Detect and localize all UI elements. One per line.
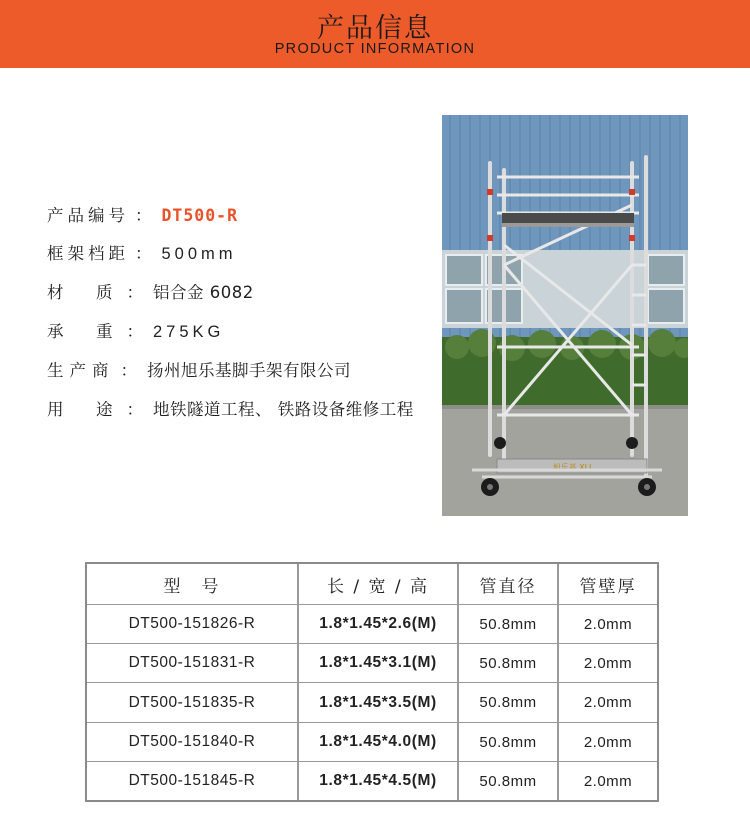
- page-title: 产品信息: [317, 13, 433, 44]
- spec-label: 材 质: [47, 283, 121, 302]
- spec-colon: ：: [126, 400, 143, 419]
- spec-row-material: [47, 281, 254, 305]
- table-header-dimensions: 长 / 宽 / 高: [299, 564, 459, 604]
- spec-label: 用 途: [47, 400, 121, 419]
- spec-row-usage: [47, 398, 414, 422]
- spec-colon: ：: [135, 244, 152, 263]
- table-header-tube-diameter: 管直径: [459, 564, 559, 604]
- table-header-model: 型 号: [87, 564, 299, 604]
- table-cell-model: DT500-151835-R: [87, 683, 299, 722]
- spec-colon: ：: [120, 361, 137, 380]
- table-cell-dimensions: 1.8*1.45*3.5(M): [299, 683, 459, 722]
- spec-row-span: [47, 242, 237, 266]
- table-row: [87, 762, 657, 800]
- table-header-wall-thickness: 管壁厚: [579, 576, 637, 597]
- table-cell-dimensions: 1.8*1.45*2.6(M): [299, 605, 459, 643]
- spec-value-code: DT500-R: [161, 206, 239, 225]
- spec-value-span: 500mm: [161, 245, 237, 263]
- spec-colon: ：: [135, 206, 152, 225]
- table-row: [87, 644, 657, 683]
- spec-row-load: [47, 320, 224, 344]
- spec-value-usage: 地铁隧道工程、 铁路设备维修工程: [153, 400, 414, 419]
- table-cell-thickness: 2.0mm: [583, 654, 633, 672]
- spec-table: [85, 562, 659, 802]
- scaffold-photo: [442, 115, 688, 516]
- table-cell-thickness: 2.0mm: [583, 694, 633, 711]
- spec-row-code: [47, 204, 238, 228]
- spec-colon: ：: [126, 283, 143, 302]
- table-header-row: [87, 564, 657, 605]
- table-cell-thickness: 2.0mm: [583, 733, 633, 751]
- page-subtitle: PRODUCT INFORMATION: [274, 41, 476, 57]
- table-cell-thickness: 2.0mm: [583, 615, 633, 633]
- table-cell-diameter: 50.8mm: [459, 723, 559, 761]
- scaffold-illustration: [442, 115, 688, 516]
- spec-label: 框架档距: [47, 244, 129, 263]
- table-row: [87, 605, 657, 644]
- spec-row-manufacturer: [47, 359, 351, 383]
- table-row: [87, 683, 657, 723]
- table-cell-model: DT500-151826-R: [87, 605, 299, 643]
- table-cell-diameter: 50.8mm: [459, 644, 559, 682]
- table-cell-model: DT500-151831-R: [87, 644, 299, 682]
- table-row: [87, 723, 657, 762]
- table-cell-diameter: 50.8mm: [459, 605, 559, 643]
- spec-label: 产品编号: [47, 206, 129, 225]
- table-cell-dimensions: 1.8*1.45*4.0(M): [299, 723, 459, 761]
- header-banner: [0, 0, 750, 68]
- spec-value-load: 275KG: [153, 323, 225, 341]
- table-cell-thickness: 2.0mm: [583, 772, 633, 790]
- spec-label: 生产商: [47, 361, 115, 380]
- spec-value-material: 铝合金 6082: [153, 283, 254, 302]
- table-cell-diameter: 50.8mm: [459, 683, 559, 722]
- table-cell-model: DT500-151840-R: [87, 723, 299, 761]
- base-board-label: 旭乐基 XLJ: [552, 463, 592, 472]
- spec-colon: ：: [126, 322, 143, 341]
- table-cell-diameter: 50.8mm: [459, 762, 559, 800]
- table-cell-dimensions: 1.8*1.45*3.1(M): [299, 644, 459, 682]
- table-cell-dimensions: 1.8*1.45*4.5(M): [299, 762, 459, 800]
- table-cell-model: DT500-151845-R: [87, 762, 299, 800]
- spec-label: 承 重: [47, 322, 121, 341]
- spec-value-manufacturer: 扬州旭乐基脚手架有限公司: [147, 361, 351, 380]
